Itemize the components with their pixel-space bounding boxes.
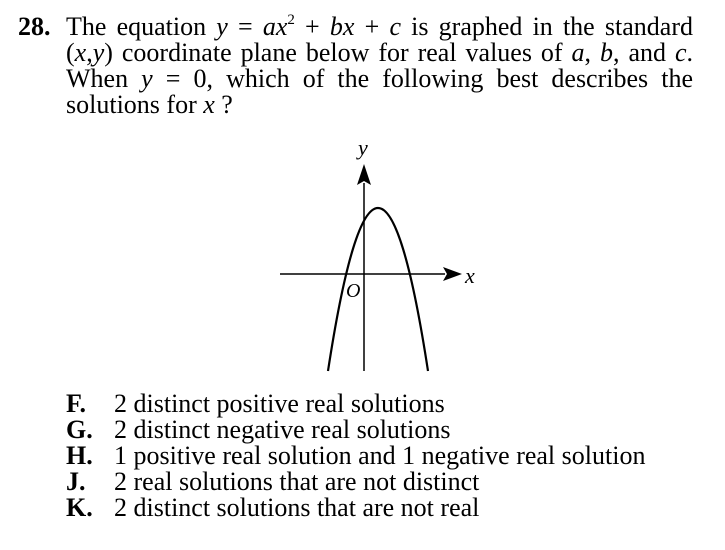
choice-k[interactable] bbox=[66, 495, 645, 521]
origin-label: O bbox=[346, 280, 361, 302]
equation-var: x bbox=[275, 12, 288, 41]
solution-var: x bbox=[203, 90, 215, 119]
question-number: 28. bbox=[18, 12, 51, 41]
param-var: a bbox=[571, 38, 585, 67]
equation-var: c bbox=[389, 12, 401, 41]
equation-exponent: 2 bbox=[287, 12, 295, 28]
text-segment: ? bbox=[214, 90, 233, 119]
choice-j[interactable] bbox=[66, 469, 645, 495]
y-axis-label: y bbox=[358, 135, 368, 160]
choice-text: 1 positive real solution and 1 negative real solution bbox=[114, 441, 646, 470]
equation-var: y bbox=[216, 12, 228, 41]
text-segment: ) coordinate plane below for real values of bbox=[104, 38, 572, 67]
coord-var: x bbox=[74, 38, 87, 67]
coord-var: y bbox=[92, 38, 105, 67]
text-segment: , bbox=[584, 38, 600, 67]
choice-g[interactable] bbox=[66, 417, 645, 443]
text-segment: . When bbox=[66, 38, 694, 93]
choice-letter: J. bbox=[66, 467, 86, 496]
x-axis-arrow-icon bbox=[443, 267, 462, 281]
text-segment: is graphed in the standard ( bbox=[66, 12, 693, 67]
choice-text: 2 distinct solutions that are not real bbox=[114, 493, 480, 522]
choice-letter: K. bbox=[66, 493, 93, 522]
equation-op: + bbox=[354, 12, 390, 41]
choice-f[interactable] bbox=[66, 391, 645, 417]
equation-var: a bbox=[262, 12, 276, 41]
y-axis-arrow-icon bbox=[357, 164, 371, 185]
equation-var: b bbox=[329, 12, 343, 41]
parabola-curve bbox=[328, 208, 428, 371]
equation-var: x bbox=[342, 12, 355, 41]
x-axis-label: x bbox=[465, 263, 475, 288]
parabola-graph bbox=[270, 135, 490, 380]
answer-choices bbox=[66, 391, 645, 521]
choice-h[interactable] bbox=[66, 443, 645, 469]
choice-letter: H. bbox=[66, 441, 93, 470]
condition-var: y bbox=[141, 64, 153, 93]
equation-op: + bbox=[294, 12, 330, 41]
question-text bbox=[66, 14, 693, 118]
choice-letter: G. bbox=[66, 415, 93, 444]
text-segment: , bbox=[86, 38, 93, 67]
choice-text: 2 distinct positive real solutions bbox=[114, 389, 445, 418]
text-segment: The equation bbox=[66, 12, 217, 41]
text-segment: = 0, which of the following best describes the solutions for bbox=[66, 64, 693, 119]
choice-letter: F. bbox=[66, 389, 86, 418]
question-stem bbox=[18, 14, 693, 118]
equation-op: = bbox=[227, 12, 263, 41]
choice-text: 2 real solutions that are not distinct bbox=[114, 467, 480, 496]
choice-text: 2 distinct negative real solutions bbox=[114, 415, 451, 444]
text-segment: , and bbox=[613, 38, 675, 67]
param-var: b bbox=[600, 38, 613, 67]
param-var: c bbox=[674, 38, 687, 67]
